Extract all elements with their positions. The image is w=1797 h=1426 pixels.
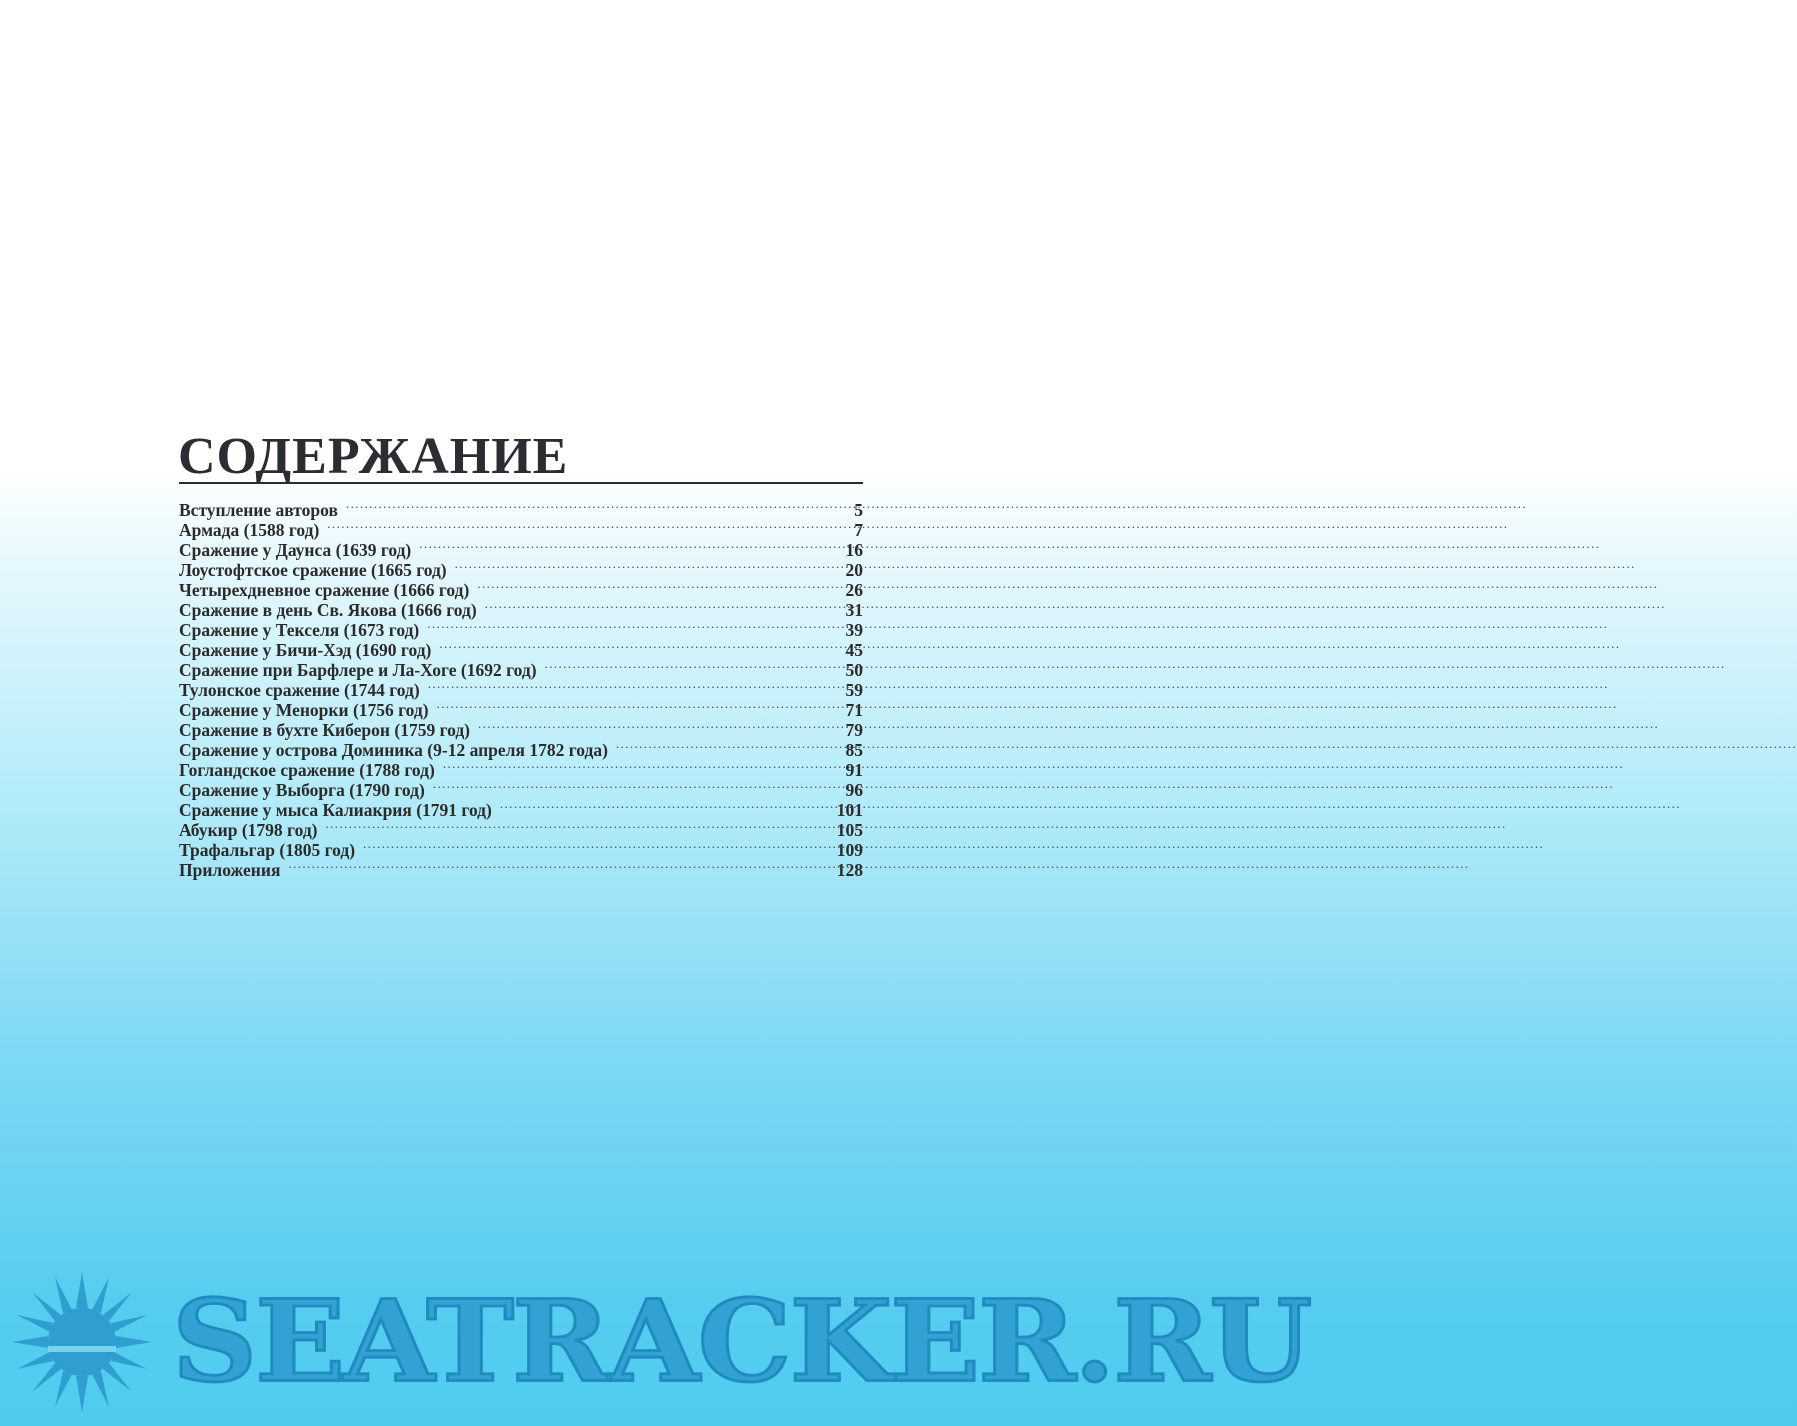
toc-entry-page: 85 [845, 740, 863, 760]
toc-entry-page: 39 [845, 620, 863, 640]
toc-entry-page: 5 [854, 500, 863, 520]
toc-entry-title: Сражение у Выборга (1790 год) [179, 780, 425, 800]
toc-entry-page: 105 [836, 820, 863, 840]
dot-leader [427, 616, 821, 636]
watermark-text: SEATRACKER.RU [172, 1275, 1311, 1408]
toc-entry-title: Сражение у острова Доминика (9-12 апреля 1782 года) [179, 740, 608, 760]
toc-entry-title: Гогландское сражение (1788 год) [179, 760, 435, 780]
toc-entry-title: Сражение у Бичи-Хэд (1690 год) [179, 640, 432, 660]
toc-entry-page: 71 [845, 700, 863, 720]
toc-entry-title: Сражение у Текселя (1673 год) [179, 620, 420, 640]
toc-entry-title: Четырехдневное сражение (1666 год) [179, 580, 470, 600]
heading-rule [179, 482, 863, 484]
toc-entry-title: Армада (1588 год) [179, 520, 320, 540]
toc-entry-page: 79 [845, 720, 863, 740]
toc-entry-page: 31 [845, 600, 863, 620]
dot-leader [455, 556, 821, 576]
sun-icon [12, 1272, 152, 1412]
toc-entry-title: Сражение у мыса Калиакрия (1791 год) [179, 800, 492, 820]
dot-leader [419, 536, 821, 556]
toc-entry-page: 101 [836, 800, 863, 820]
dot-leader [326, 816, 822, 836]
dot-leader [327, 516, 821, 536]
toc-entry-title: Трафальгар (1805 год) [179, 840, 356, 860]
toc-entry-page: 26 [845, 580, 863, 600]
toc-entry-page: 96 [845, 780, 863, 800]
dot-leader [439, 636, 821, 656]
toc-entry-title: Сражение при Барфлере и Ла-Хоге (1692 год) [179, 660, 537, 680]
dot-leader [485, 596, 821, 616]
toc-list [179, 496, 863, 880]
toc-entry-page: 50 [845, 660, 863, 680]
toc-entry-title: Приложения [179, 860, 281, 880]
toc-entry-title: Лоустофтское сражение (1665 год) [179, 560, 447, 580]
toc-entry-page: 16 [845, 540, 863, 560]
toc-entry-page: 59 [845, 680, 863, 700]
toc-entry-page: 45 [845, 640, 863, 660]
toc-entry-title: Сражение в бухте Киберон (1759 год) [179, 720, 471, 740]
dot-leader [433, 776, 821, 796]
dot-leader [545, 656, 821, 676]
toc-entry-page: 91 [845, 760, 863, 780]
toc-entry-title: Вступление авторов [179, 500, 338, 520]
toc-entry-page: 128 [836, 860, 863, 880]
dot-leader [428, 676, 821, 696]
toc-entry-title: Сражение у Даунса (1639 год) [179, 540, 412, 560]
dot-leader [616, 736, 821, 756]
dot-leader [437, 696, 821, 716]
dot-leader [478, 716, 821, 736]
dot-leader [363, 836, 821, 856]
toc-entry-title: Сражение у Менорки (1756 год) [179, 700, 429, 720]
dot-leader [346, 496, 821, 516]
toc-entry-page: 20 [845, 560, 863, 580]
toc-entry-page: 109 [836, 840, 863, 860]
dot-leader [288, 856, 821, 876]
dot-leader [477, 576, 821, 596]
toc-heading: СОДЕРЖАНИЕ [178, 428, 569, 485]
toc-entry-title: Сражение в день Св. Якова (1666 год) [179, 600, 477, 620]
toc-entry-title: Абукир (1798 год) [179, 820, 318, 840]
toc-entry-title: Тулонское сражение (1744 год) [179, 680, 420, 700]
toc-entry[interactable] [179, 496, 863, 520]
dot-leader [443, 756, 821, 776]
dot-leader [500, 796, 821, 816]
toc-entry-page: 7 [854, 520, 863, 540]
